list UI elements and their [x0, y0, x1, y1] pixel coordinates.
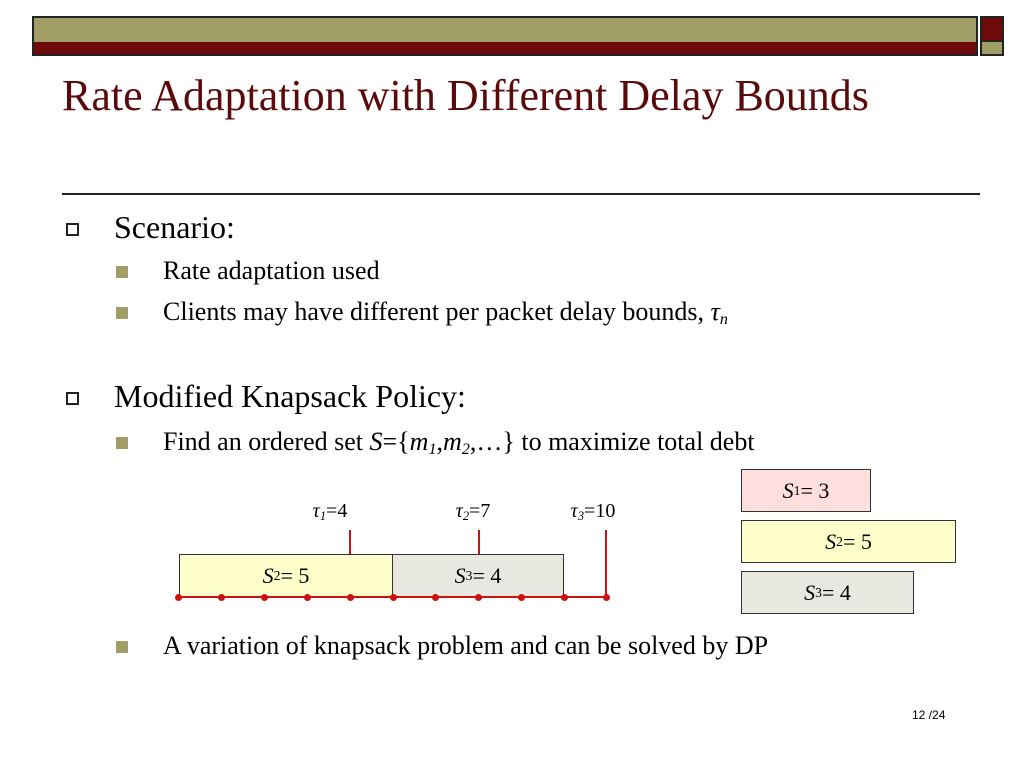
bullet-delay-bounds: Clients may have different per packet delay bounds, $\tau_n$: [163, 297, 728, 329]
timeline-box-s2: S 2 = 5: [179, 554, 393, 597]
bullet-find-ordered-set: Find an ordered set $S=\{m_1,m_2,\dots\}$ to maximize total debt: [163, 427, 755, 459]
timeline-tick: [175, 594, 182, 601]
timeline-tick: [561, 594, 568, 601]
deadline-marker-2: [478, 530, 480, 555]
timeline-tick: [432, 594, 439, 601]
timeline-tick: [475, 594, 482, 601]
square-bullet-icon: [116, 307, 128, 319]
hollow-square-bullet-icon: [66, 392, 79, 405]
header-bar-maroon: [32, 42, 978, 56]
page-number: 12 /24: [912, 708, 946, 722]
tau-label-2: $\tau_2=7$: [455, 500, 491, 524]
legend-box-s2: S 2 = 5: [741, 520, 956, 563]
timeline-tick: [347, 594, 354, 601]
timeline-tick: [218, 594, 225, 601]
header-corner-square: [980, 16, 1004, 42]
header-corner-square-lower: [980, 42, 1004, 56]
timeline-tick: [261, 594, 268, 601]
bullet-scenario: Scenario:: [114, 209, 235, 245]
timeline-box-s3: S 3 = 4: [392, 554, 564, 597]
legend-box-s1: S 1 = 3: [741, 469, 871, 512]
bullet-rate-adaptation: Rate adaptation used: [163, 256, 380, 285]
deadline-marker-3: [605, 530, 607, 598]
bullet-knapsack-variation: A variation of knapsack problem and can be solved by DP: [163, 631, 769, 660]
bullet-modified-knapsack: Modified Knapsack Policy:: [114, 378, 466, 414]
square-bullet-icon: [116, 641, 128, 653]
legend-box-s3: S 3 = 4: [741, 571, 914, 614]
header-bar-olive: [32, 16, 978, 42]
tau-label-3: $\tau_3=10$: [570, 500, 616, 524]
title-divider: [62, 193, 980, 195]
square-bullet-icon: [116, 266, 128, 278]
square-bullet-icon: [116, 437, 128, 449]
deadline-marker-1: [349, 530, 351, 555]
timeline-tick: [390, 594, 397, 601]
hollow-square-bullet-icon: [66, 223, 79, 236]
tau-label-1: $\tau_1=4$: [312, 500, 348, 524]
slide-title: Rate Adaptation with Different Delay Bounds: [62, 71, 869, 120]
timeline-tick: [304, 594, 311, 601]
timeline-tick: [518, 594, 525, 601]
timeline-tick: [603, 594, 610, 601]
